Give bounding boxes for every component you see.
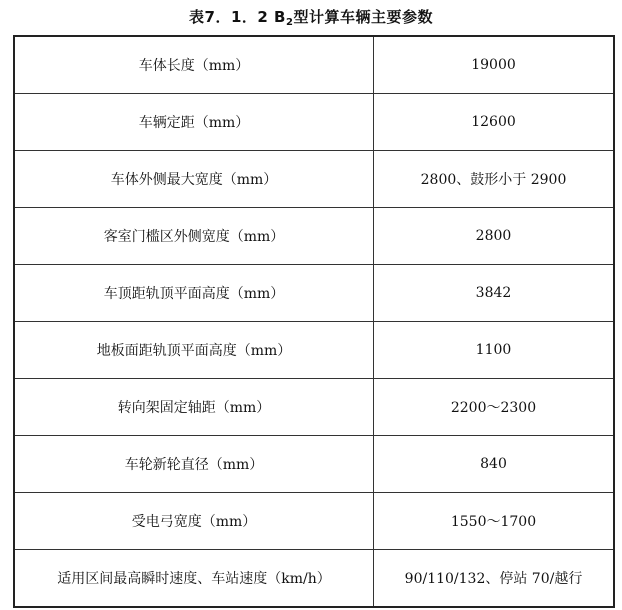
table-title-prefix: 表7．1．2 B <box>189 8 286 26</box>
parameter-value: 2800、鼓形小于 2900 <box>374 151 615 208</box>
table-row <box>14 94 614 151</box>
parameter-value: 12600 <box>374 94 615 151</box>
table-row <box>14 436 614 493</box>
parameter-value: 3842 <box>374 265 615 322</box>
parameter-name: 转向架固定轴距（mm） <box>14 379 374 436</box>
parameter-name: 适用区间最高瞬时速度、车站速度（km/h） <box>14 550 374 608</box>
parameter-name: 车顶距轨顶平面高度（mm） <box>14 265 374 322</box>
parameter-name: 车辆定距（mm） <box>14 94 374 151</box>
table-row <box>14 151 614 208</box>
table-title-suffix: 型计算车辆主要参数 <box>293 8 433 26</box>
parameter-name: 车体长度（mm） <box>14 36 374 94</box>
parameters-table <box>13 35 615 608</box>
table-row <box>14 322 614 379</box>
table-row <box>14 36 614 94</box>
parameter-name: 受电弓宽度（mm） <box>14 493 374 550</box>
parameter-name: 车轮新轮直径（mm） <box>14 436 374 493</box>
parameter-value: 2200～2300 <box>374 379 615 436</box>
parameter-value: 2800 <box>374 208 615 265</box>
table-row <box>14 208 614 265</box>
parameter-value: 1100 <box>374 322 615 379</box>
table-row <box>14 379 614 436</box>
parameter-name: 地板面距轨顶平面高度（mm） <box>14 322 374 379</box>
parameter-name: 车体外侧最大宽度（mm） <box>14 151 374 208</box>
table-row <box>14 265 614 322</box>
parameter-value: 90/110/132、停站 70/越行 <box>374 550 615 608</box>
parameter-value: 840 <box>374 436 615 493</box>
table-title <box>0 6 622 28</box>
table-row <box>14 493 614 550</box>
parameter-value: 19000 <box>374 36 615 94</box>
table-title-subscript: 2 <box>285 17 294 28</box>
parameter-name: 客室门槛区外侧宽度（mm） <box>14 208 374 265</box>
table-row <box>14 550 614 608</box>
parameter-value: 1550～1700 <box>374 493 615 550</box>
